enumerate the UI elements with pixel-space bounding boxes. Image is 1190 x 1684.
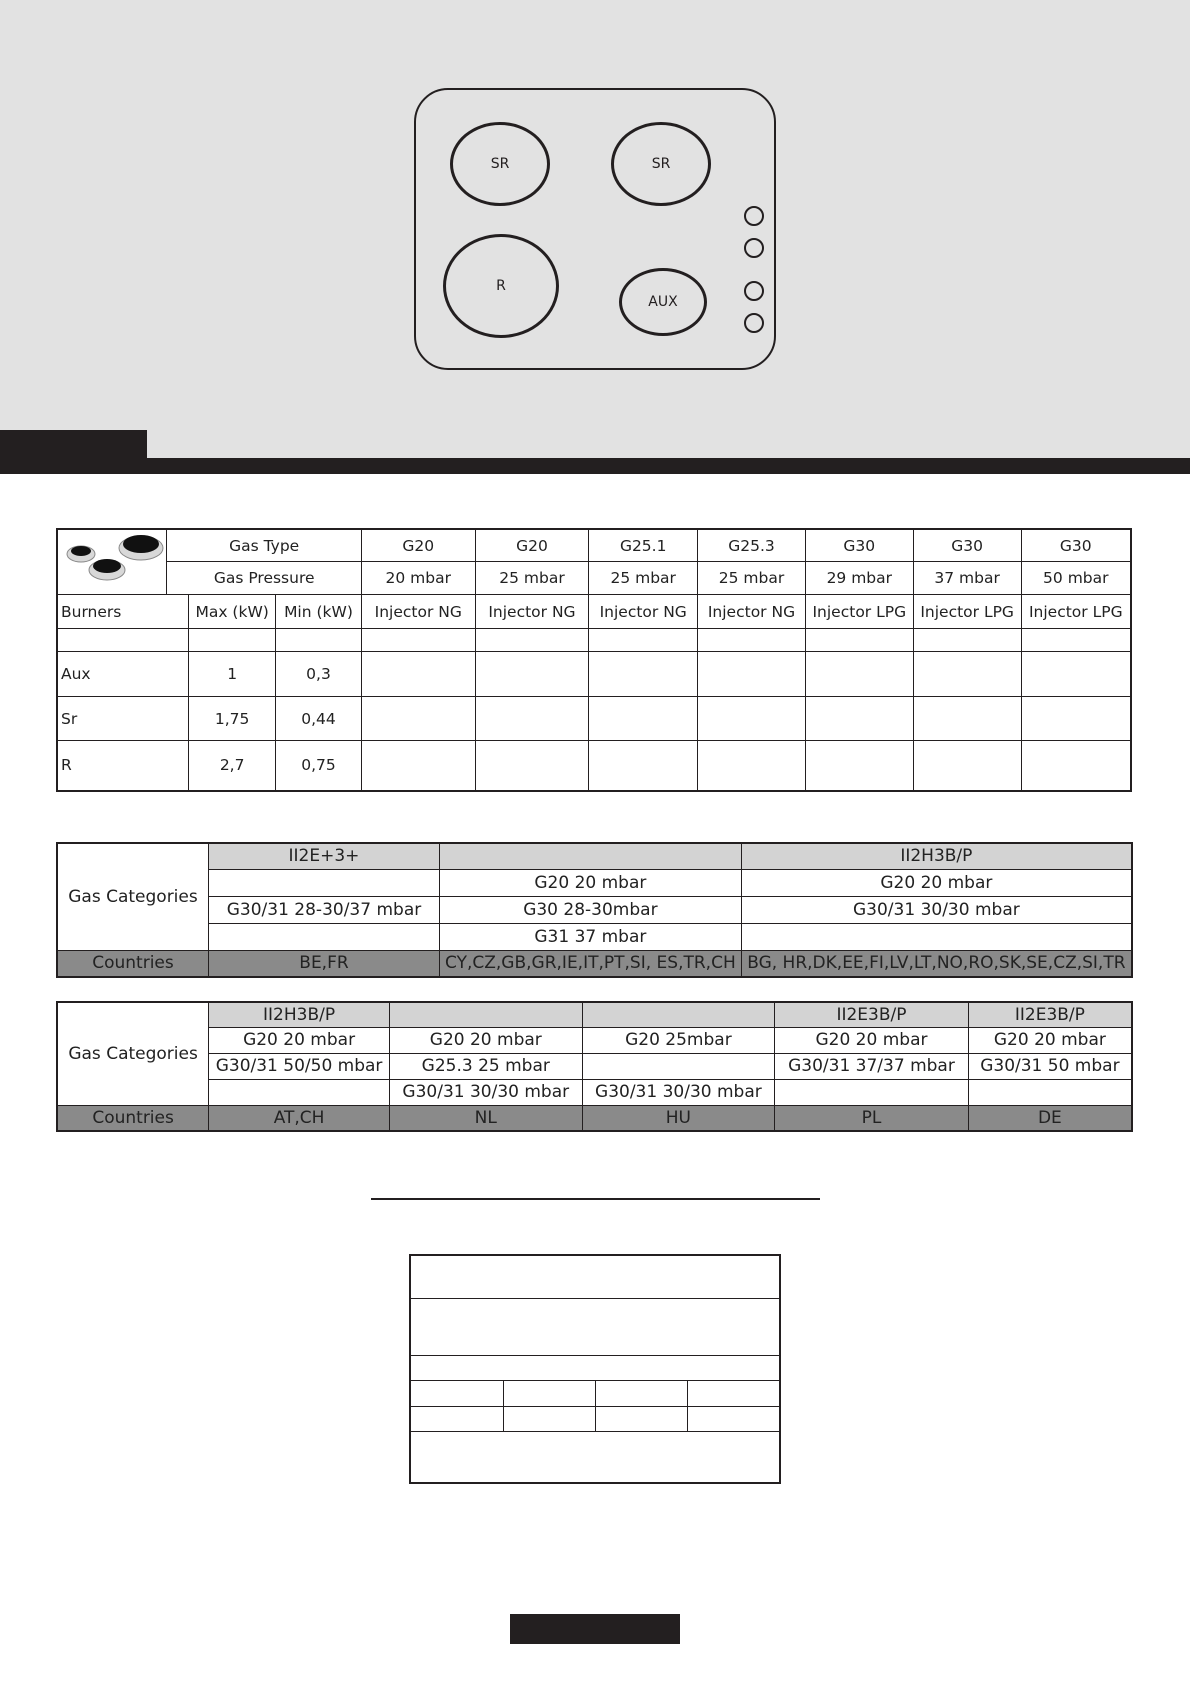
gas-type: G20 — [475, 529, 589, 562]
burner-label: AUX — [648, 294, 678, 310]
gas-spec — [968, 1079, 1132, 1105]
gas-categories-table-1 — [56, 842, 1133, 978]
countries: BG, HR,DK,EE,FI,LV,LT,NO,RO,SK,SE,CZ,SI,TR — [741, 950, 1132, 977]
countries: PL — [775, 1105, 969, 1131]
burner-caps-icon — [59, 530, 165, 590]
injector-header: Injector NG — [475, 595, 589, 629]
gas-categories-label: Gas Categories — [57, 843, 208, 950]
category-header: II2H3B/P — [741, 843, 1132, 869]
gas-type-label: Gas Type — [167, 529, 361, 562]
burner-sr-left — [450, 122, 550, 206]
injector-header: Injector NG — [698, 595, 806, 629]
gas-spec: G30/31 30/30 mbar — [389, 1079, 582, 1105]
countries: HU — [582, 1105, 775, 1131]
countries: CY,CZ,GB,GR,IE,IT,PT,SI, ES,TR,CH — [440, 950, 742, 977]
min-kw: 0,44 — [276, 697, 362, 741]
gas-spec: G20 20 mbar — [209, 1027, 390, 1053]
countries-label: Countries — [57, 950, 208, 977]
injector-header: Injector LPG — [1021, 595, 1131, 629]
gas-pressure: 20 mbar — [361, 562, 475, 595]
gas-pressure: 25 mbar — [589, 562, 698, 595]
countries: DE — [968, 1105, 1132, 1131]
max-header: Max (kW) — [189, 595, 276, 629]
burners-header: Burners — [57, 595, 189, 629]
rating-label-box — [409, 1254, 781, 1484]
burner-label: SR — [651, 156, 671, 172]
gas-spec: G30/31 37/37 mbar — [775, 1053, 969, 1079]
table-row — [57, 652, 1131, 697]
burner-image — [57, 529, 167, 595]
gas-type: G30 — [1021, 529, 1131, 562]
header-tab — [0, 430, 147, 460]
gas-spec: G30/31 30/30 mbar — [741, 896, 1132, 923]
burner-name: Aux — [57, 652, 189, 697]
gas-spec: G20 25mbar — [582, 1027, 775, 1053]
knob-icon — [744, 238, 764, 258]
injector-header: Injector NG — [361, 595, 475, 629]
knob-icon — [744, 313, 764, 333]
countries: BE,FR — [208, 950, 439, 977]
gas-spec: G30/31 30/30 mbar — [582, 1079, 775, 1105]
category-header: II2H3B/P — [209, 1002, 390, 1027]
injector-header: Injector NG — [589, 595, 698, 629]
divider — [371, 1198, 820, 1200]
category-header: II2E3B/P — [968, 1002, 1132, 1027]
injector-table — [56, 528, 1132, 792]
min-kw: 0,75 — [276, 741, 362, 791]
burner-label: R — [496, 278, 506, 294]
gas-spec: G20 20 mbar — [775, 1027, 969, 1053]
gas-spec: G31 37 mbar — [440, 923, 742, 950]
gas-spec: G25.3 25 mbar — [389, 1053, 582, 1079]
gas-type: G30 — [805, 529, 913, 562]
gas-pressure: 29 mbar — [805, 562, 913, 595]
gas-spec: G30/31 50 mbar — [968, 1053, 1132, 1079]
min-header: Min (kW) — [276, 595, 362, 629]
category-header — [582, 1002, 775, 1027]
min-kw: 0,3 — [276, 652, 362, 697]
gas-type: G20 — [361, 529, 475, 562]
countries: NL — [389, 1105, 582, 1131]
burner-name: R — [57, 741, 189, 791]
gas-categories-table-2 — [56, 1001, 1133, 1132]
gas-type: G25.3 — [698, 529, 806, 562]
gas-type: G30 — [913, 529, 1021, 562]
hob-diagram — [414, 88, 776, 370]
max-kw: 2,7 — [189, 741, 276, 791]
injector-header: Injector LPG — [913, 595, 1021, 629]
gas-spec: G30/31 50/50 mbar — [209, 1053, 390, 1079]
page-number-block — [510, 1614, 680, 1644]
injector-header: Injector LPG — [805, 595, 913, 629]
category-header — [389, 1002, 582, 1027]
max-kw: 1 — [189, 652, 276, 697]
burner-aux — [619, 268, 707, 336]
gas-spec — [208, 869, 439, 896]
gas-spec: G30 28-30mbar — [440, 896, 742, 923]
countries: AT,CH — [209, 1105, 390, 1131]
category-header: II2E3B/P — [775, 1002, 969, 1027]
gas-spec: G20 20 mbar — [440, 869, 742, 896]
burner-sr-right — [611, 122, 711, 206]
gas-pressure: 50 mbar — [1021, 562, 1131, 595]
burner-name: Sr — [57, 697, 189, 741]
gas-spec: G20 20 mbar — [968, 1027, 1132, 1053]
max-kw: 1,75 — [189, 697, 276, 741]
knob-icon — [744, 206, 764, 226]
category-header — [440, 843, 742, 869]
burner-label: SR — [490, 156, 510, 172]
gas-spec: G20 20 mbar — [741, 869, 1132, 896]
table-row — [57, 741, 1131, 791]
gas-spec: G20 20 mbar — [389, 1027, 582, 1053]
gas-spec — [741, 923, 1132, 950]
header-bar — [0, 458, 1190, 474]
gas-spec — [209, 1079, 390, 1105]
countries-label: Countries — [57, 1105, 209, 1131]
burner-r — [443, 234, 559, 338]
gas-spec — [582, 1053, 775, 1079]
category-header: II2E+3+ — [208, 843, 439, 869]
gas-spec — [775, 1079, 969, 1105]
gas-type: G25.1 — [589, 529, 698, 562]
gas-spec — [208, 923, 439, 950]
table-row — [57, 697, 1131, 741]
gas-pressure-label: Gas Pressure — [167, 562, 361, 595]
knob-icon — [744, 281, 764, 301]
gas-categories-label: Gas Categories — [57, 1002, 209, 1105]
gas-spec: G30/31 28-30/37 mbar — [208, 896, 439, 923]
gas-pressure: 37 mbar — [913, 562, 1021, 595]
gas-pressure: 25 mbar — [475, 562, 589, 595]
gas-pressure: 25 mbar — [698, 562, 806, 595]
